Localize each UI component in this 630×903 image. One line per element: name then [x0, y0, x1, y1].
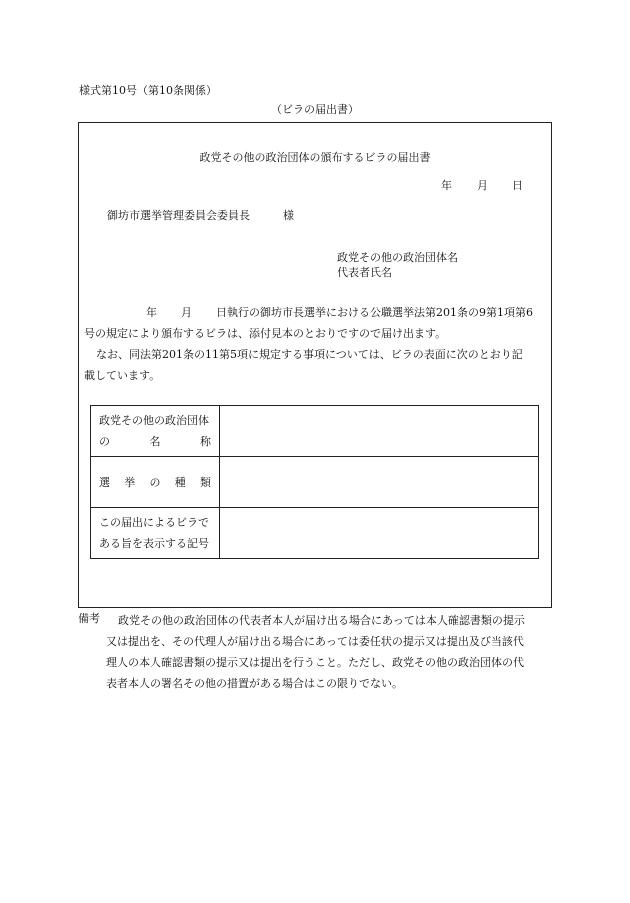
flyer-info-table	[90, 405, 539, 559]
election-type-value[interactable]	[220, 457, 539, 508]
form-subtitle: （ビラの届出書）	[271, 103, 359, 116]
notification-paragraph	[86, 302, 546, 344]
header-char: 挙	[124, 475, 136, 489]
date-day-label: 日	[512, 179, 523, 192]
header-char: の	[149, 475, 161, 489]
paragraph-text: 日執行の御坊市長選挙における公職選挙法第201条の9第1項第6	[216, 306, 533, 319]
paragraph-line: 載しています。	[84, 369, 161, 382]
header-line	[99, 431, 211, 452]
remarks-line: 理人の本人確認書類の提示又は提出を行うこと。ただし、政党その他の政治団体の代	[106, 656, 524, 669]
form-number: 様式第10号（第10条関係）	[79, 84, 217, 97]
remarks-line: 又は提出を、その代理人が届け出る場合にあっては委任状の提示又は提出及び当該代	[106, 635, 524, 648]
table-row	[91, 457, 539, 508]
header-char: 種	[174, 475, 186, 489]
date-month-label: 月	[477, 179, 488, 192]
paragraph-line	[86, 302, 546, 323]
flyer-symbol-header	[91, 508, 220, 559]
document-title: 政党その他の政治団体の頒布するビラの届出書	[199, 151, 431, 164]
remarks-body	[96, 610, 551, 694]
org-name-header	[91, 406, 220, 457]
org-name-value[interactable]	[220, 406, 539, 457]
header-char: 名	[149, 435, 161, 448]
paragraph-line: 号の規定により頒布するビラは、添付見本のとおりですので届け出ます。	[84, 327, 447, 340]
note-paragraph	[86, 344, 546, 386]
header-line: ある旨を表示する記号	[99, 537, 209, 550]
header-char: の	[99, 435, 110, 448]
remarks-line: 政党その他の政治団体の代表者本人が届け出る場合にあっては本人確認書類の提示	[118, 614, 525, 627]
honorific: 様	[283, 209, 294, 222]
table-row	[91, 508, 539, 559]
election-month-label: 月	[181, 306, 192, 319]
header-char: 称	[200, 435, 211, 448]
paragraph-line: なお、同法第201条の11第5項に規定する事項については、ビラの表面に次のとおり記	[96, 348, 523, 361]
flyer-symbol-value[interactable]	[220, 508, 539, 559]
header-line	[99, 472, 211, 493]
header-line: この届出によるビラで	[99, 516, 209, 529]
header-char: 選	[99, 475, 110, 489]
remarks-heading: 備考	[78, 612, 100, 625]
addressee: 御坊市選挙管理委員会委員長	[107, 209, 250, 222]
remarks-line: 表者本人の署名その他の措置がある場合はこの限りでない。	[106, 677, 403, 690]
date-year-label: 年	[441, 179, 452, 192]
header-line: 政党その他の政治団体	[99, 414, 209, 427]
representative-label: 代表者氏名	[337, 266, 392, 279]
table-row	[91, 406, 539, 457]
header-char: 類	[200, 475, 211, 489]
election-type-header	[91, 457, 220, 508]
org-name-label: 政党その他の政治団体名	[337, 251, 458, 264]
election-year-label: 年	[146, 306, 157, 319]
